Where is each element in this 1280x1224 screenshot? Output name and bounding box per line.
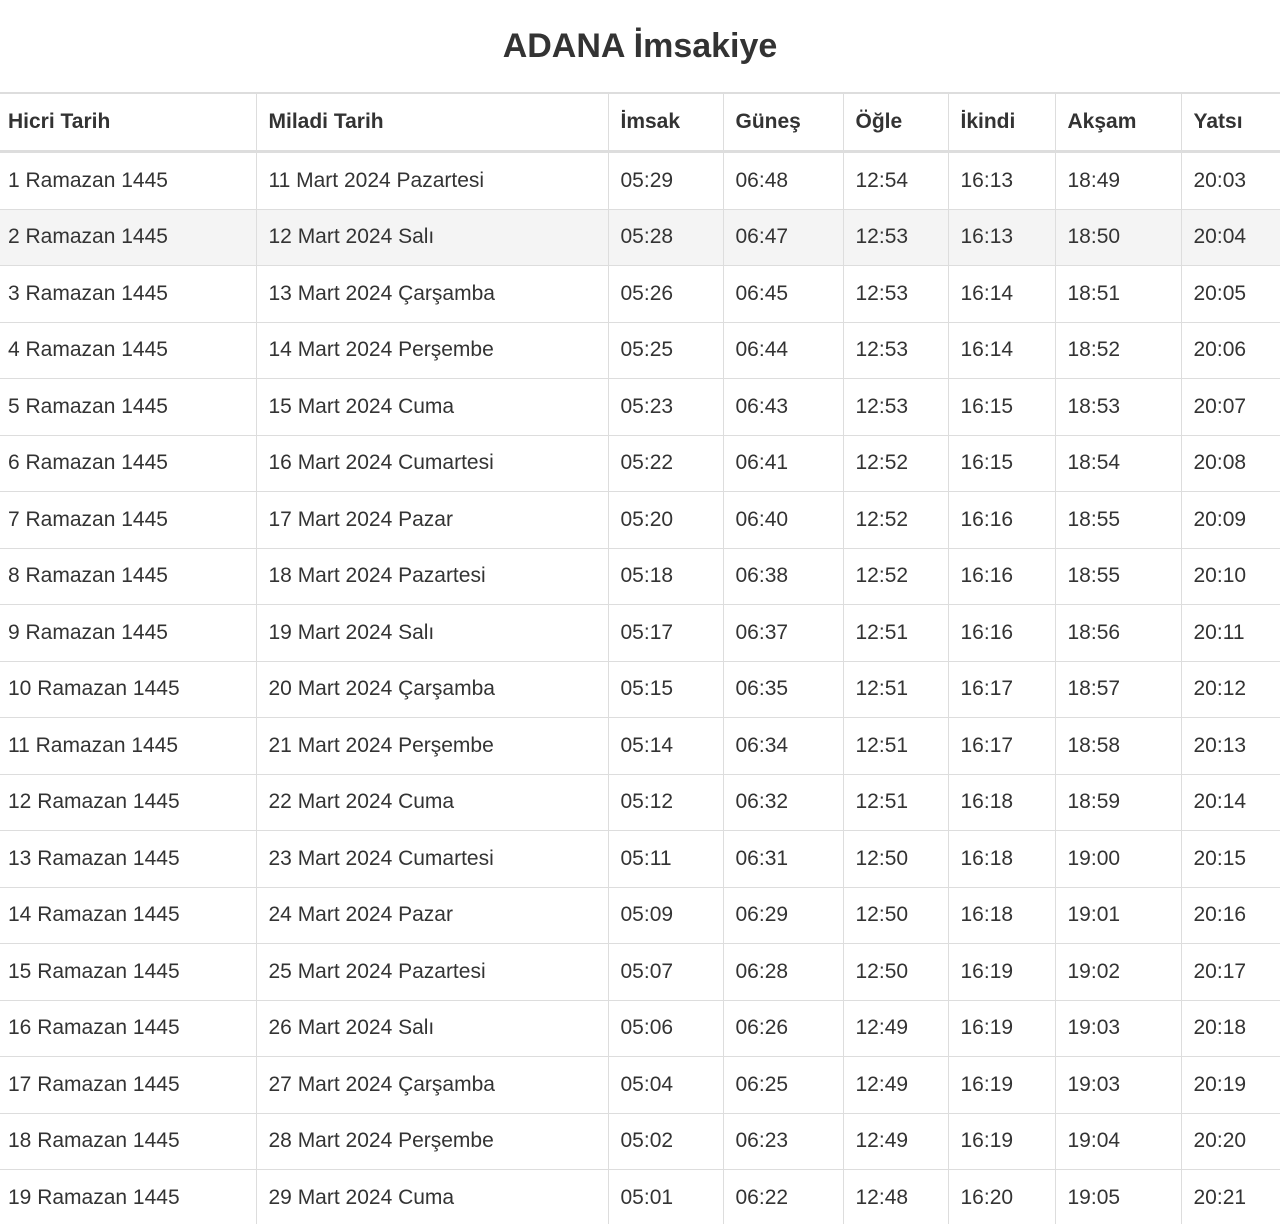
header-gunes: Güneş <box>723 93 843 152</box>
cell-miladi-tarih: 11 Mart 2024 Pazartesi <box>256 152 608 210</box>
cell-hicri-tarih: 8 Ramazan 1445 <box>0 548 256 605</box>
cell-miladi-tarih: 17 Mart 2024 Pazar <box>256 492 608 549</box>
cell-hicri-tarih: 18 Ramazan 1445 <box>0 1113 256 1170</box>
cell-miladi-tarih: 13 Mart 2024 Çarşamba <box>256 266 608 323</box>
cell-hicri-tarih: 13 Ramazan 1445 <box>0 831 256 888</box>
cell-ogle: 12:50 <box>843 831 948 888</box>
cell-imsak: 05:17 <box>608 605 723 662</box>
cell-aksam: 19:03 <box>1055 1057 1181 1114</box>
cell-miladi-tarih: 16 Mart 2024 Cumartesi <box>256 435 608 492</box>
cell-yatsi: 20:20 <box>1181 1113 1280 1170</box>
cell-ogle: 12:49 <box>843 1000 948 1057</box>
table-row <box>0 661 1280 718</box>
table-row <box>0 209 1280 266</box>
cell-miladi-tarih: 22 Mart 2024 Cuma <box>256 774 608 831</box>
cell-ogle: 12:51 <box>843 661 948 718</box>
cell-gunes: 06:45 <box>723 266 843 323</box>
table-row <box>0 774 1280 831</box>
cell-ikindi: 16:18 <box>948 774 1055 831</box>
table-row <box>0 1170 1280 1224</box>
table-row <box>0 266 1280 323</box>
cell-hicri-tarih: 16 Ramazan 1445 <box>0 1000 256 1057</box>
cell-ikindi: 16:18 <box>948 831 1055 888</box>
table-row <box>0 718 1280 775</box>
cell-miladi-tarih: 20 Mart 2024 Çarşamba <box>256 661 608 718</box>
table-row <box>0 887 1280 944</box>
cell-gunes: 06:25 <box>723 1057 843 1114</box>
table-row <box>0 605 1280 662</box>
cell-imsak: 05:26 <box>608 266 723 323</box>
cell-ogle: 12:49 <box>843 1113 948 1170</box>
cell-miladi-tarih: 21 Mart 2024 Perşembe <box>256 718 608 775</box>
cell-ikindi: 16:14 <box>948 322 1055 379</box>
cell-ikindi: 16:15 <box>948 379 1055 436</box>
header-miladi-tarih: Miladi Tarih <box>256 93 608 152</box>
cell-imsak: 05:28 <box>608 209 723 266</box>
cell-ikindi: 16:19 <box>948 1057 1055 1114</box>
header-ogle: Öğle <box>843 93 948 152</box>
cell-miladi-tarih: 23 Mart 2024 Cumartesi <box>256 831 608 888</box>
table-row <box>0 944 1280 1001</box>
cell-yatsi: 20:21 <box>1181 1170 1280 1224</box>
cell-imsak: 05:07 <box>608 944 723 1001</box>
cell-gunes: 06:43 <box>723 379 843 436</box>
cell-yatsi: 20:06 <box>1181 322 1280 379</box>
cell-gunes: 06:40 <box>723 492 843 549</box>
cell-aksam: 19:03 <box>1055 1000 1181 1057</box>
table-row <box>0 322 1280 379</box>
cell-gunes: 06:37 <box>723 605 843 662</box>
cell-hicri-tarih: 14 Ramazan 1445 <box>0 887 256 944</box>
cell-imsak: 05:11 <box>608 831 723 888</box>
cell-hicri-tarih: 11 Ramazan 1445 <box>0 718 256 775</box>
cell-aksam: 18:55 <box>1055 492 1181 549</box>
cell-aksam: 19:01 <box>1055 887 1181 944</box>
page-title: ADANA İmsakiye <box>502 27 778 65</box>
cell-ikindi: 16:18 <box>948 887 1055 944</box>
table-header <box>0 93 1280 152</box>
cell-ikindi: 16:19 <box>948 944 1055 1001</box>
cell-imsak: 05:02 <box>608 1113 723 1170</box>
cell-miladi-tarih: 18 Mart 2024 Pazartesi <box>256 548 608 605</box>
cell-ogle: 12:53 <box>843 379 948 436</box>
cell-ikindi: 16:13 <box>948 209 1055 266</box>
cell-hicri-tarih: 2 Ramazan 1445 <box>0 209 256 266</box>
cell-aksam: 18:51 <box>1055 266 1181 323</box>
cell-gunes: 06:31 <box>723 831 843 888</box>
table-row <box>0 1000 1280 1057</box>
cell-gunes: 06:38 <box>723 548 843 605</box>
cell-ogle: 12:51 <box>843 774 948 831</box>
header-ikindi: İkindi <box>948 93 1055 152</box>
cell-hicri-tarih: 17 Ramazan 1445 <box>0 1057 256 1114</box>
table-row <box>0 379 1280 436</box>
cell-miladi-tarih: 15 Mart 2024 Cuma <box>256 379 608 436</box>
cell-imsak: 05:23 <box>608 379 723 436</box>
cell-hicri-tarih: 9 Ramazan 1445 <box>0 605 256 662</box>
cell-aksam: 18:57 <box>1055 661 1181 718</box>
table-row <box>0 1113 1280 1170</box>
cell-ogle: 12:52 <box>843 492 948 549</box>
cell-miladi-tarih: 29 Mart 2024 Cuma <box>256 1170 608 1224</box>
cell-miladi-tarih: 25 Mart 2024 Pazartesi <box>256 944 608 1001</box>
cell-imsak: 05:06 <box>608 1000 723 1057</box>
cell-hicri-tarih: 6 Ramazan 1445 <box>0 435 256 492</box>
cell-miladi-tarih: 28 Mart 2024 Perşembe <box>256 1113 608 1170</box>
cell-ikindi: 16:19 <box>948 1000 1055 1057</box>
cell-yatsi: 20:18 <box>1181 1000 1280 1057</box>
cell-imsak: 05:29 <box>608 152 723 210</box>
header-imsak: İmsak <box>608 93 723 152</box>
header-hicri-tarih: Hicri Tarih <box>0 93 256 152</box>
cell-yatsi: 20:08 <box>1181 435 1280 492</box>
cell-miladi-tarih: 14 Mart 2024 Perşembe <box>256 322 608 379</box>
cell-yatsi: 20:03 <box>1181 152 1280 210</box>
table-row <box>0 548 1280 605</box>
cell-gunes: 06:23 <box>723 1113 843 1170</box>
cell-ogle: 12:53 <box>843 266 948 323</box>
cell-hicri-tarih: 1 Ramazan 1445 <box>0 152 256 210</box>
cell-ikindi: 16:20 <box>948 1170 1055 1224</box>
cell-ogle: 12:50 <box>843 887 948 944</box>
cell-yatsi: 20:16 <box>1181 887 1280 944</box>
cell-imsak: 05:12 <box>608 774 723 831</box>
table-row <box>0 152 1280 210</box>
cell-ikindi: 16:16 <box>948 605 1055 662</box>
cell-yatsi: 20:14 <box>1181 774 1280 831</box>
cell-aksam: 18:56 <box>1055 605 1181 662</box>
table-row <box>0 1057 1280 1114</box>
header-aksam: Akşam <box>1055 93 1181 152</box>
cell-yatsi: 20:10 <box>1181 548 1280 605</box>
cell-imsak: 05:14 <box>608 718 723 775</box>
cell-aksam: 18:50 <box>1055 209 1181 266</box>
cell-yatsi: 20:15 <box>1181 831 1280 888</box>
cell-ogle: 12:53 <box>843 209 948 266</box>
table-body <box>0 152 1280 1224</box>
cell-hicri-tarih: 4 Ramazan 1445 <box>0 322 256 379</box>
cell-aksam: 18:58 <box>1055 718 1181 775</box>
cell-hicri-tarih: 10 Ramazan 1445 <box>0 661 256 718</box>
cell-miladi-tarih: 27 Mart 2024 Çarşamba <box>256 1057 608 1114</box>
cell-gunes: 06:26 <box>723 1000 843 1057</box>
cell-aksam: 19:05 <box>1055 1170 1181 1224</box>
cell-imsak: 05:15 <box>608 661 723 718</box>
cell-hicri-tarih: 19 Ramazan 1445 <box>0 1170 256 1224</box>
cell-gunes: 06:32 <box>723 774 843 831</box>
cell-hicri-tarih: 12 Ramazan 1445 <box>0 774 256 831</box>
cell-ogle: 12:50 <box>843 944 948 1001</box>
cell-gunes: 06:47 <box>723 209 843 266</box>
cell-aksam: 18:54 <box>1055 435 1181 492</box>
cell-gunes: 06:44 <box>723 322 843 379</box>
cell-yatsi: 20:17 <box>1181 944 1280 1001</box>
imsakiye-table <box>0 92 1280 1224</box>
cell-aksam: 19:04 <box>1055 1113 1181 1170</box>
cell-ikindi: 16:17 <box>948 718 1055 775</box>
header-yatsi: Yatsı <box>1181 93 1280 152</box>
cell-aksam: 18:52 <box>1055 322 1181 379</box>
cell-hicri-tarih: 5 Ramazan 1445 <box>0 379 256 436</box>
cell-yatsi: 20:05 <box>1181 266 1280 323</box>
cell-ikindi: 16:13 <box>948 152 1055 210</box>
cell-ikindi: 16:16 <box>948 492 1055 549</box>
cell-ikindi: 16:17 <box>948 661 1055 718</box>
cell-miladi-tarih: 12 Mart 2024 Salı <box>256 209 608 266</box>
cell-ikindi: 16:14 <box>948 266 1055 323</box>
cell-imsak: 05:25 <box>608 322 723 379</box>
cell-yatsi: 20:11 <box>1181 605 1280 662</box>
cell-ogle: 12:52 <box>843 435 948 492</box>
cell-imsak: 05:04 <box>608 1057 723 1114</box>
cell-gunes: 06:41 <box>723 435 843 492</box>
cell-gunes: 06:22 <box>723 1170 843 1224</box>
cell-aksam: 18:55 <box>1055 548 1181 605</box>
cell-aksam: 19:02 <box>1055 944 1181 1001</box>
cell-ogle: 12:51 <box>843 718 948 775</box>
cell-ogle: 12:54 <box>843 152 948 210</box>
cell-aksam: 18:53 <box>1055 379 1181 436</box>
cell-miladi-tarih: 26 Mart 2024 Salı <box>256 1000 608 1057</box>
cell-aksam: 19:00 <box>1055 831 1181 888</box>
cell-yatsi: 20:19 <box>1181 1057 1280 1114</box>
cell-imsak: 05:09 <box>608 887 723 944</box>
cell-ogle: 12:52 <box>843 548 948 605</box>
cell-hicri-tarih: 3 Ramazan 1445 <box>0 266 256 323</box>
cell-imsak: 05:22 <box>608 435 723 492</box>
cell-gunes: 06:28 <box>723 944 843 1001</box>
cell-yatsi: 20:09 <box>1181 492 1280 549</box>
cell-gunes: 06:29 <box>723 887 843 944</box>
table-row <box>0 492 1280 549</box>
cell-imsak: 05:01 <box>608 1170 723 1224</box>
cell-yatsi: 20:13 <box>1181 718 1280 775</box>
cell-ikindi: 16:16 <box>948 548 1055 605</box>
cell-ikindi: 16:19 <box>948 1113 1055 1170</box>
cell-ikindi: 16:15 <box>948 435 1055 492</box>
header-row <box>0 93 1280 152</box>
cell-gunes: 06:34 <box>723 718 843 775</box>
cell-ogle: 12:51 <box>843 605 948 662</box>
cell-aksam: 18:59 <box>1055 774 1181 831</box>
table-row <box>0 831 1280 888</box>
cell-yatsi: 20:12 <box>1181 661 1280 718</box>
cell-imsak: 05:20 <box>608 492 723 549</box>
cell-yatsi: 20:07 <box>1181 379 1280 436</box>
cell-hicri-tarih: 15 Ramazan 1445 <box>0 944 256 1001</box>
cell-ogle: 12:49 <box>843 1057 948 1114</box>
cell-yatsi: 20:04 <box>1181 209 1280 266</box>
cell-hicri-tarih: 7 Ramazan 1445 <box>0 492 256 549</box>
cell-ogle: 12:48 <box>843 1170 948 1224</box>
cell-miladi-tarih: 24 Mart 2024 Pazar <box>256 887 608 944</box>
cell-ogle: 12:53 <box>843 322 948 379</box>
table-row <box>0 435 1280 492</box>
cell-gunes: 06:35 <box>723 661 843 718</box>
cell-aksam: 18:49 <box>1055 152 1181 210</box>
cell-miladi-tarih: 19 Mart 2024 Salı <box>256 605 608 662</box>
cell-gunes: 06:48 <box>723 152 843 210</box>
cell-imsak: 05:18 <box>608 548 723 605</box>
